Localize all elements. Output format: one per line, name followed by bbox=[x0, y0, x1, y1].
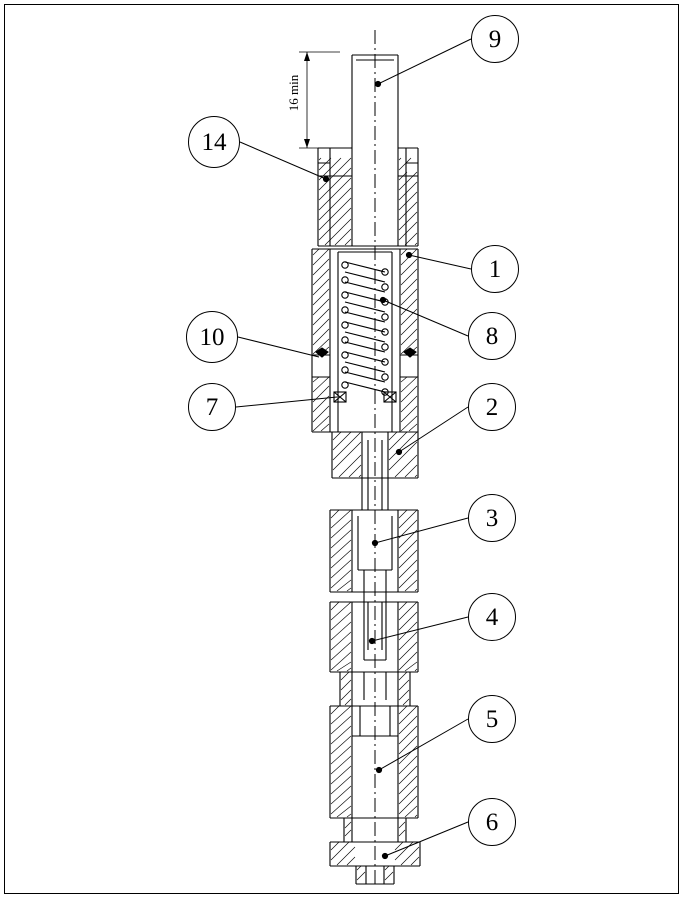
balloon-5[interactable]: 5 bbox=[468, 695, 516, 743]
balloon-6[interactable]: 6 bbox=[468, 798, 516, 846]
balloon-9[interactable]: 9 bbox=[471, 15, 519, 63]
balloon-1[interactable]: 1 bbox=[471, 245, 519, 293]
balloon-3[interactable]: 3 bbox=[468, 494, 516, 542]
balloon-10[interactable]: 10 bbox=[186, 311, 238, 363]
dimension-label-16-min: 16 min bbox=[286, 74, 302, 112]
balloon-8[interactable]: 8 bbox=[468, 312, 516, 360]
balloon-7[interactable]: 7 bbox=[188, 383, 236, 431]
balloon-4[interactable]: 4 bbox=[468, 593, 516, 641]
balloon-2[interactable]: 2 bbox=[468, 383, 516, 431]
balloon-14[interactable]: 14 bbox=[188, 116, 240, 168]
